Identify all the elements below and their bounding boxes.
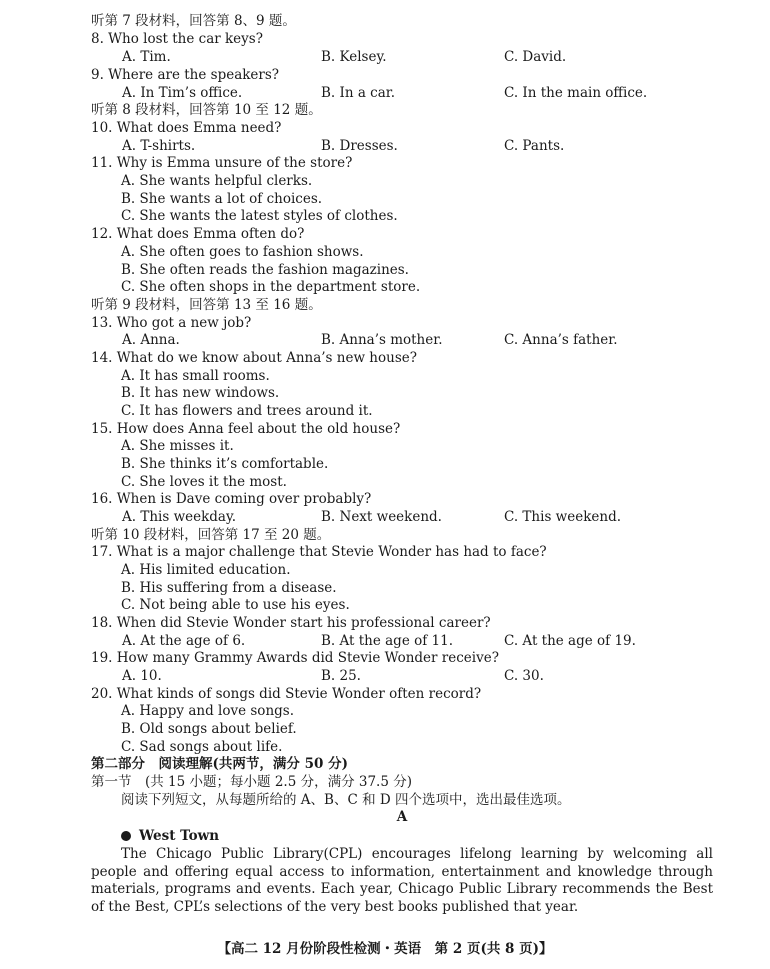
- question-20-option-c: C. Sad songs about life.: [121, 739, 283, 755]
- question-9-options: [91, 85, 713, 102]
- question-15-option-c: C. She loves it the most.: [121, 474, 287, 490]
- option-a: A. T-shirts.: [122, 138, 196, 154]
- option-b: B. Kelsey.: [321, 49, 387, 65]
- option-b: B. In a car.: [321, 85, 396, 101]
- question-17-stem: 17. What is a major challenge that Stevie Wonder has had to face?: [91, 544, 547, 560]
- question-10: [91, 120, 713, 137]
- question-14-option-b: B. It has new windows.: [121, 385, 280, 401]
- option-a: A. At the age of 6.: [122, 633, 246, 649]
- option-b: B. 25.: [321, 668, 361, 684]
- passage-paragraph: [91, 846, 713, 916]
- question-19-options: [91, 668, 713, 685]
- question-12-option-c: C. She often shops in the department store.: [121, 279, 421, 295]
- question-14-option-a: A. It has small rooms.: [121, 368, 270, 384]
- passage-letter: A: [396, 809, 408, 825]
- option-a: A. In Tim’s office.: [122, 85, 243, 101]
- part-two-title: 第二部分 阅读理解(共两节，满分 50 分): [91, 756, 348, 772]
- question-14-option-c: C. It has flowers and trees around it.: [121, 403, 373, 419]
- question-17-option-c: C. Not being able to use his eyes.: [121, 597, 350, 613]
- option-c: C. In the main office.: [504, 85, 648, 101]
- option-b: B. Anna’s mother.: [321, 332, 443, 348]
- section-10-instruction: 听第 10 段材料，回答第 17 至 20 题。: [91, 527, 331, 543]
- option-b: B. Dresses.: [321, 138, 398, 154]
- question-11-option-a: A. She wants helpful clerks.: [121, 173, 313, 189]
- option-a: A. 10.: [122, 668, 162, 684]
- question-20-stem: 20. What kinds of songs did Stevie Wonder often record?: [91, 686, 482, 702]
- option-c: C. David.: [504, 49, 567, 65]
- passage-heading: [121, 828, 743, 845]
- question-12-option-b: B. She often reads the fashion magazines.: [121, 262, 409, 278]
- question-15-stem: 15. How does Anna feel about the old house?: [91, 421, 401, 437]
- option-a: A. Anna.: [122, 332, 180, 348]
- option-a: A. Tim.: [122, 49, 171, 65]
- question-9-stem: 9. Where are the speakers?: [91, 67, 280, 83]
- question-17-option-a: A. His limited education.: [121, 562, 291, 578]
- question-19-stem: 19. How many Grammy Awards did Stevie Wonder receive?: [91, 650, 499, 666]
- question-11-option-b: B. She wants a lot of choices.: [121, 191, 323, 207]
- option-c: C. This weekend.: [504, 509, 621, 525]
- option-c: C. At the age of 19.: [504, 633, 636, 649]
- passage-paragraph-text: The Chicago Public Library(CPL) encourages lifelong learning by welcoming all people and offering equal access to information, entertainment and knowledge through materials, programs and events. Each year, Chicago Public Library recommends the Best of the Best, CPL’s selections of the very best books published that year.: [91, 846, 713, 915]
- question-16-options: [91, 509, 713, 526]
- bullet-icon: [121, 831, 131, 841]
- question-15-option-a: A. She misses it.: [121, 438, 234, 454]
- question-9: [91, 67, 713, 84]
- option-c: C. 30.: [504, 668, 544, 684]
- section-8-instruction: 听第 8 段材料，回答第 10 至 12 题。: [91, 102, 322, 118]
- question-15-option-b: B. She thinks it’s comfortable.: [121, 456, 329, 472]
- question-20-option-a: A. Happy and love songs.: [121, 703, 294, 719]
- question-8-options: [91, 49, 713, 66]
- question-11-stem: 11. Why is Emma unsure of the store?: [91, 155, 353, 171]
- question-20-option-b: B. Old songs about belief.: [121, 721, 297, 737]
- question-10-options: [91, 138, 713, 155]
- question-16-stem: 16. When is Dave coming over probably?: [91, 491, 372, 507]
- option-b: B. Next weekend.: [321, 509, 442, 525]
- question-10-stem: 10. What does Emma need?: [91, 120, 282, 136]
- question-13-stem: 13. Who got a new job?: [91, 315, 252, 331]
- question-12-option-a: A. She often goes to fashion shows.: [121, 244, 364, 260]
- section-7-instruction: 听第 7 段材料，回答第 8、9 题。: [91, 13, 296, 29]
- question-18-stem: 18. When did Stevie Wonder start his professional career?: [91, 615, 491, 631]
- reading-instruction: 阅读下列短文，从每题所给的 A、B、C 和 D 四个选项中，选出最佳选项。: [121, 792, 571, 808]
- section-one-title: 第一节 (共 15 小题；每小题 2.5 分，满分 37.5 分): [91, 774, 412, 790]
- question-18-options: [91, 633, 713, 650]
- section-9-instruction: 听第 9 段材料，回答第 13 至 16 题。: [91, 297, 322, 313]
- question-11-option-c: C. She wants the latest styles of clothes.: [121, 208, 398, 224]
- question-17-option-b: B. His suffering from a disease.: [121, 580, 337, 596]
- question-12-stem: 12. What does Emma often do?: [91, 226, 305, 242]
- option-a: A. This weekday.: [122, 509, 237, 525]
- question-13-options: [91, 332, 713, 349]
- option-c: C. Anna’s father.: [504, 332, 618, 348]
- option-c: C. Pants.: [504, 138, 565, 154]
- passage-heading-text: West Town: [139, 828, 220, 844]
- question-14-stem: 14. What do we know about Anna’s new house?: [91, 350, 417, 366]
- question-8: [91, 31, 713, 48]
- question-8-stem: 8. Who lost the car keys?: [91, 31, 263, 47]
- page-footer: 【高二 12 月份阶段性检测・英语 第 2 页(共 8 页)】: [217, 941, 553, 957]
- option-b: B. At the age of 11.: [321, 633, 453, 649]
